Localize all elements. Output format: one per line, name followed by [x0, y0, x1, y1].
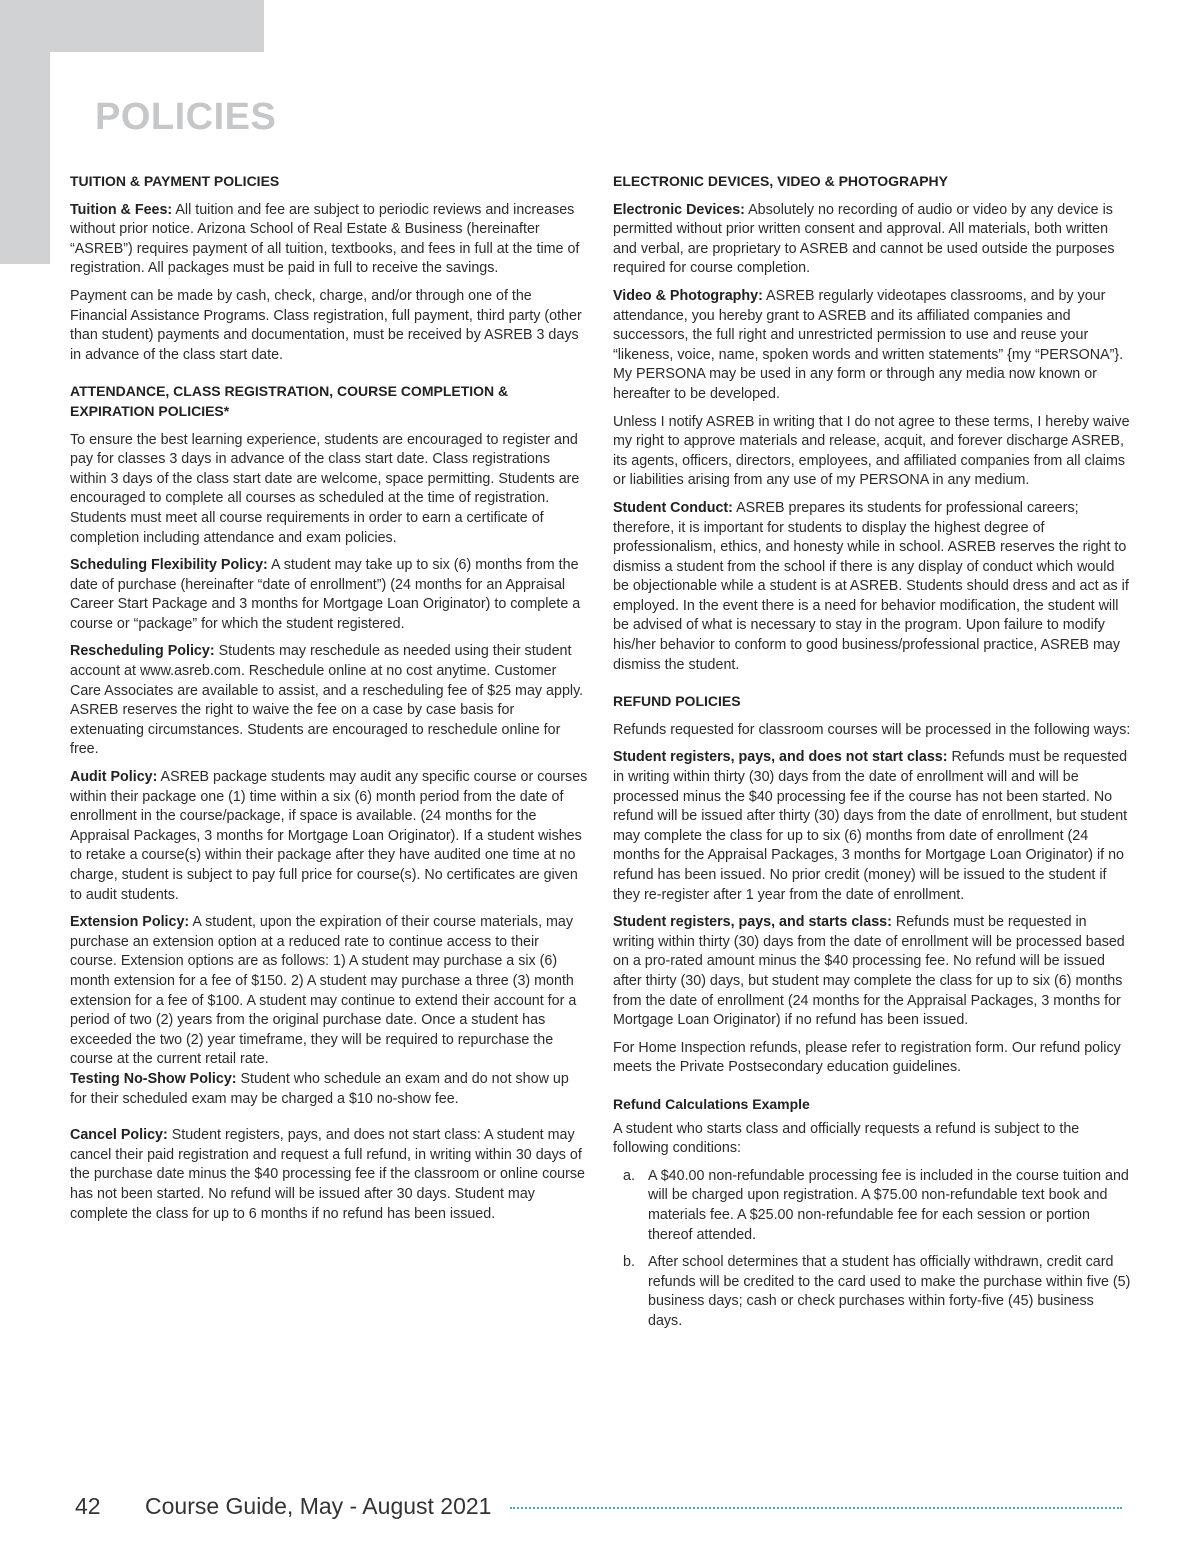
section-heading-refund: REFUND POLICIES	[613, 693, 741, 710]
not-start-paragraph	[613, 748, 1131, 905]
video-label: Video & Photography:	[613, 287, 763, 304]
left-column	[70, 172, 588, 1232]
section-heading-tuition: TUITION & PAYMENT POLICIES	[70, 173, 280, 189]
section-heading-attendance: ATTENDANCE, CLASS REGISTRATION, COURSE COMPLETION & EXPIRATION POLICIES*	[70, 383, 509, 419]
cancel-paragraph	[70, 1126, 588, 1224]
tuition-fees-text: All tuition and fee are subject to periodic reviews and increases without prior notice. Arizona School of Real Estate & Business (hereinafter “ASREB”) requires payment of all tuition, textbooks, and fees in full at the time of registration. All packages must be paid in full to receive the savings.	[70, 201, 580, 277]
cancel-label: Cancel Policy:	[70, 1127, 168, 1144]
extension-paragraph	[70, 913, 588, 1070]
footer-dotted-rule	[510, 1507, 1122, 1509]
guide-title: Course Guide, May - August 2021	[145, 1493, 492, 1519]
refund-conditions-list	[613, 1167, 1131, 1332]
noshow-text: Student who schedule an exam and do not show up for their scheduled exam may be charged a $10 no-show fee.	[70, 1070, 569, 1107]
list-item	[613, 1253, 1131, 1331]
conduct-label: Student Conduct:	[613, 499, 733, 516]
payment-paragraph: Payment can be made by cash, check, charge, and/or through one of the Financial Assistance Programs. Class registration, full payment, third party (other than student) payments and documentation, must be received by ASREB 3 days in advance of the class start date.	[70, 287, 582, 363]
waiver-paragraph: Unless I notify ASREB in writing that I do not agree to these terms, I hereby waive my right to approve materials and release, acquit, and forever discharge ASREB, its agents, officers, directors, employees, and affiliated companies from all claims or liabilities arising from any use of my PERSONA in any medium.	[613, 413, 1130, 489]
extension-text: A student, upon the expiration of their course materials, may purchase an extension option at a reduced rate to continue access to their course. Extension options are as follows: 1) A student may purchase a six (6) month extension for a fee of $150. 2) A student may purchase a three (3) month extension for a fee of $100. A student may continue to extend their account for a period of two (2) years from the original purchase date. Once a student has exceeded the two (2) year timeframe, they will be required to repurchase the course at the current retail rate.	[70, 914, 577, 1068]
scheduling-label: Scheduling Flexibility Policy:	[70, 557, 268, 574]
list-item	[613, 1167, 1131, 1245]
rescheduling-text: Students may reschedule as needed using their student account at www.asreb.com. Reschedule online at no cost anytime. Customer Care Associates are available to assist, and a rescheduling fee of $25 may apply. ASREB reserves the right to waive the fee on a case by case basis for extenuating circumstances. Students are encouraged to reschedule online for free.	[70, 643, 584, 758]
video-text: ASREB regularly videotapes classrooms, and by your attendance, you hereby grant to ASREB and its affiliated companies and successors, the full right and unrestricted permission to use and reuse your “likeness, voice, name, spoken words and written statements” {my “PERSONA”}. My PERSONA may be used in any form or through any media now known or hereafter to be developed.	[613, 287, 1124, 402]
section-heading-devices: ELECTRONIC DEVICES, VIDEO & PHOTOGRAPHY	[613, 173, 949, 189]
noshow-label: Testing No-Show Policy:	[70, 1070, 237, 1087]
scheduling-paragraph	[70, 556, 588, 634]
not-start-label: Student registers, pays, and does not start class:	[613, 749, 948, 766]
refund-calc-intro: A student who starts class and officially requests a refund is subject to the following conditions:	[613, 1120, 1080, 1157]
extension-label: Extension Policy:	[70, 914, 190, 931]
rescheduling-label: Rescheduling Policy:	[70, 643, 215, 660]
video-paragraph	[613, 287, 1131, 405]
scheduling-text: A student may take up to six (6) months from the date of purchase (hereinafter “date of enrollment”) (24 months for an Appraisal Career Start Package and 3 months for Mortgage Loan Originator) to complete a course or “package” for which the student registered.	[70, 557, 581, 632]
devices-paragraph	[613, 201, 1131, 279]
decorative-gray-band-left	[0, 52, 50, 264]
devices-label: Electronic Devices:	[613, 201, 745, 218]
conduct-text: ASREB prepares its students for professional careers; therefore, it is important for students to display the highest degree of professionalism, ethics, and honesty while in school. ASREB reserves the right to dismiss a student from the school if there is any display of conduct which would be objectionable while a student is at ASREB. Students should dress and act as if employed. In the event there is a need for behavior modification, the student will be advised of what is necessary to stay in the program. Upon failure to modify his/her behavior to conform to good business/professional practice, ASREB may dismiss the student.	[613, 499, 1129, 673]
list-item-text: After school determines that a student has officially withdrawn, credit card refunds will be credited to the card used to make the purchase within five (5) business days; cash or check purchases within forty-five (45) business days.	[648, 1254, 1131, 1329]
not-start-text: Refunds must be requested in writing within thirty (30) days from the date of enrollment will and will be processed minus the $40 processing fee if the course has not been started. No refund will be issued after thirty (30) days from the date of enrollment, but student may complete the class for up to six (6) months from date of enrollment (24 months for the Appraisal Packages, 3 months for Mortgage Loan Originator) if no refund has been issued. No prior credit (money) will be issued to the student if they re-register after 1 year from the date of enrollment.	[613, 749, 1128, 903]
rescheduling-paragraph	[70, 642, 588, 760]
starts-label: Student registers, pays, and starts class:	[613, 914, 892, 931]
starts-text: Refunds must be requested in writing within thirty (30) days from the date of enrollment will be processed based on a pro-rated amount minus the $40 processing fee. No refund will be issued after thirty (30) days, but student may complete the class for up to six (6) months from the date of enrollment (24 months for the Appraisal Packages, 3 months for Mortgage Loan Originator) if no refund has been issued.	[613, 914, 1125, 1029]
page-title: POLICIES	[95, 96, 277, 138]
page-number: 42	[75, 1493, 101, 1519]
audit-text: ASREB package students may audit any specific course or courses within their package one (1) time within a six (6) month period from the date of enrollment in the course/package, if space is available. (24 months for the Appraisal Packages, 3 months for Mortgage Loan Originator). If a student wishes to retake a course(s) within their package after they have audited one time at no charge, student is subject to pay full price for course(s). No certificates are given to audit students.	[70, 769, 588, 903]
list-marker: a.	[623, 1167, 635, 1184]
attendance-paragraph: To ensure the best learning experience, students are encouraged to register and pay for classes 3 days in advance of the class start date. Class registrations within 3 days of the class start date are welcome, space permitting. Students are encouraged to complete all courses as scheduled at the time of registration. Students must meet all course requirements in order to earn a certificate of completion including attendance and exam policies.	[70, 431, 580, 546]
page-footer	[75, 1493, 1125, 1523]
tuition-fees-paragraph	[70, 201, 588, 279]
starts-paragraph	[613, 913, 1131, 1031]
refund-calc-heading: Refund Calculations Example	[613, 1095, 810, 1112]
refund-intro-paragraph: Refunds requested for classroom courses will be processed in the following ways:	[613, 721, 1131, 738]
noshow-paragraph	[70, 1070, 588, 1109]
home-inspection-paragraph: For Home Inspection refunds, please refer to registration form. Our refund policy meets the Private Postsecondary education guidelines.	[613, 1039, 1121, 1076]
decorative-gray-band-top	[0, 0, 264, 52]
tuition-fees-label: Tuition & Fees:	[70, 201, 173, 218]
audit-paragraph	[70, 768, 588, 905]
conduct-paragraph	[613, 499, 1131, 675]
audit-label: Audit Policy:	[70, 769, 158, 786]
devices-text: Absolutely no recording of audio or video by any device is permitted without prior written consent and approval. All materials, both written and verbal, are proprietary to ASREB and cannot be used outside the purposes required for course completion.	[613, 201, 1115, 277]
right-column	[613, 172, 1131, 1339]
list-marker: b.	[623, 1254, 635, 1271]
cancel-text: Student registers, pays, and does not start class: A student may cancel their paid registration and request a full refund, in writing within 30 days of the purchase date minus the $40 processing fee if the classroom or online course has not been started. No refund will be issued after 30 days. Student may complete the class for up to 6 months if no refund has been issued.	[70, 1127, 585, 1222]
list-item-text: A $40.00 non-refundable processing fee is included in the course tuition and will be charged upon registration. A $75.00 non-refundable text book and materials fee. A $25.00 non-refundable fee for each session or portion thereof attended.	[648, 1167, 1129, 1243]
